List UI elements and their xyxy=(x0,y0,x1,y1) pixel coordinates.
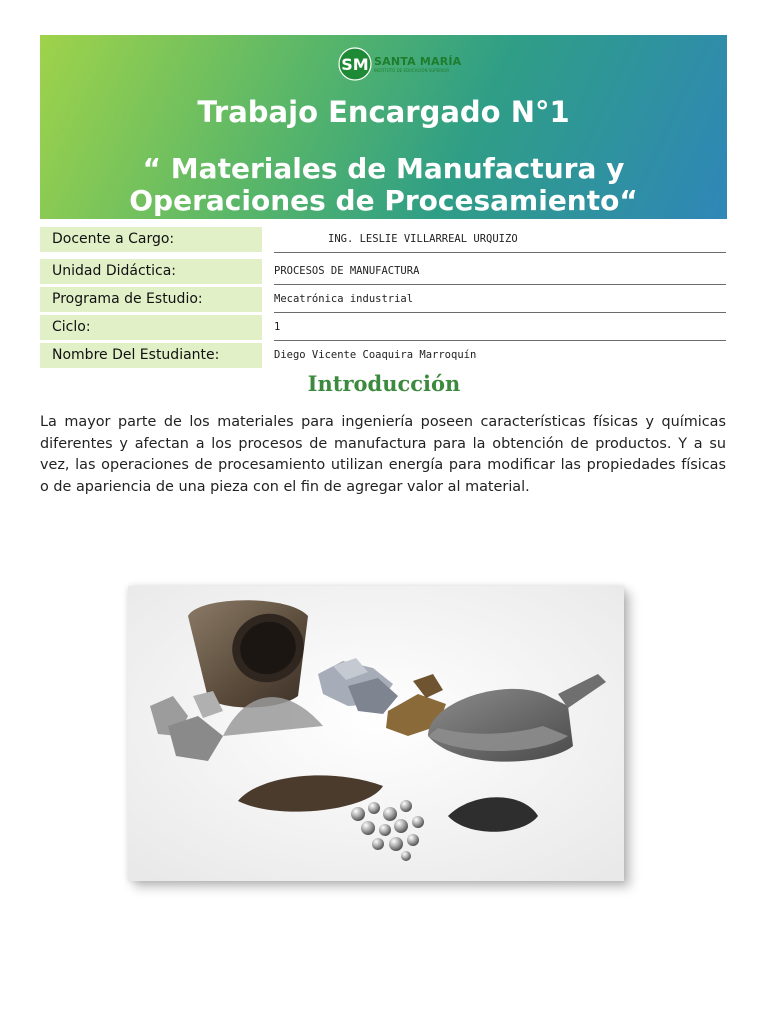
info-row-estudiante xyxy=(40,341,726,369)
info-table xyxy=(40,225,726,369)
info-label: Docente a Cargo: xyxy=(40,227,262,252)
info-row-ciclo xyxy=(40,313,726,341)
subtitle-line-2: Operaciones de Procesamiento“ xyxy=(129,184,638,217)
info-row-unidad xyxy=(40,257,726,285)
svg-text:SM: SM xyxy=(341,55,369,74)
intro-paragraph: La mayor parte de los materiales para ingeniería poseen características físicas y químicas diferentes y afectan a los procesos de manufactura para la obtención de productos. Y a su vez, las operaciones de procesamiento utilizan energía para modificar las propiedades físicas o de apariencia de una pieza con el fin de agregar valor al material. xyxy=(40,414,726,495)
info-row-docente xyxy=(40,225,726,253)
materials-illustration xyxy=(128,586,624,881)
info-value: Mecatrónica industrial xyxy=(274,287,726,313)
logo-subtitle: INSTITUTO DE EDUCACIÓN SUPERIOR xyxy=(374,67,450,73)
info-label: Ciclo: xyxy=(40,315,262,340)
institution-logo xyxy=(338,47,461,81)
info-value: ING. LESLIE VILLARREAL URQUIZO xyxy=(274,227,726,253)
info-value: PROCESOS DE MANUFACTURA xyxy=(274,259,726,285)
info-label: Unidad Didáctica: xyxy=(40,259,262,284)
sm-logo-icon xyxy=(338,47,372,81)
info-row-programa xyxy=(40,285,726,313)
header-banner xyxy=(40,35,727,219)
info-label: Nombre Del Estudiante: xyxy=(40,343,262,368)
subtitle-line-1: “ Materiales de Manufactura y xyxy=(142,152,625,185)
logo-name: SANTA MARÍA xyxy=(374,54,462,68)
document-subtitle xyxy=(40,153,727,217)
crucible-icon xyxy=(188,600,313,707)
info-label: Programa de Estudio: xyxy=(40,287,262,312)
materials-photo xyxy=(128,586,624,881)
info-value: 1 xyxy=(274,315,726,341)
intro-heading: Introducción xyxy=(307,371,461,396)
info-value: Diego Vicente Coaquira Marroquín xyxy=(274,349,477,361)
document-title: Trabajo Encargado N°1 xyxy=(197,95,570,129)
